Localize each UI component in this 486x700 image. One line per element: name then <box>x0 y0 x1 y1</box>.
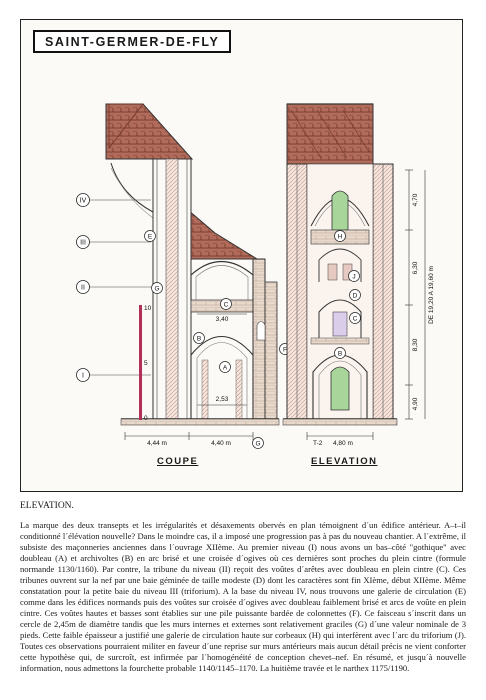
letter-marker: C <box>223 301 229 309</box>
letter-marker: H <box>337 233 343 241</box>
height-label: 6,30 <box>412 261 419 275</box>
coupe-section <box>77 104 291 449</box>
base-prefix: T-2 <box>313 440 323 447</box>
level-marker: II <box>81 284 85 292</box>
letter-marker: J <box>352 273 356 281</box>
dimension-label: 2,53 <box>215 396 229 403</box>
letter-marker: A <box>222 364 228 372</box>
level-marker: I <box>82 372 84 380</box>
height-label: 4,90 <box>412 397 419 411</box>
height-label: 4,70 <box>412 193 419 207</box>
plate-title: SAINT-GERMER-DE-FLY <box>33 30 231 53</box>
level-marker: III <box>80 239 86 247</box>
dimension-label: 4,44 m <box>147 440 167 447</box>
scale-label: 10 <box>144 305 152 312</box>
description-text <box>20 501 466 674</box>
section-heading: ELEVATION. <box>20 501 74 511</box>
letter-marker: E <box>147 233 153 241</box>
letter-marker: G <box>255 440 261 448</box>
dimension-label: 3,40 <box>215 316 229 323</box>
scale-bar <box>139 305 142 420</box>
letter-marker: C <box>352 315 358 323</box>
drawing-plate <box>20 19 463 492</box>
dimension-label: 4,40 m <box>211 440 231 447</box>
dimension-label: 4,80 m <box>333 440 353 447</box>
scale-label: 0 <box>144 415 148 422</box>
letter-marker: G <box>154 285 160 293</box>
body-paragraph: La marque des deux transepts et les irrégularités et désaxements obervés en plan témoignent d´un édifice antérieur. A–t–il conditionné l´élévation nouvelle? Dans le moindre cas, il a imposé une progression pas à pas du nouveau chantier. A l´extrême, il subsiste des maçonneries anciennes dans l´ouvrage XIIème. Au premier niveau (I) nous avons un bas–côté "gothique" avec doubleau (A) et archivoltes (B) en arc brisé et une croisée d´ogives où ces dernières sont proches du plein cintre (formule normande 1130/1160). Par contre, la tribune du niveau (II) reçoit des voûtes d´arêtes avec doubleau en plein cintre (C). Ces tribunes ouvrent sur la nef par une baie géminée de taille modeste (D) dont les caractères sont fin XIème, début XIIème. Même constatation pour la petite baie du niveau III (triforium). A la base du niveau IV, nous trouvons une galerie de circulation (E) comme dans les édifices normands puis des voûtes sur croisée d´ogives avec doubleau faiblement brisé et arcs de voûte en plein cintre. Ces voûtes hautes et basses sont établies sur une pile puissante bardée de colonnettes (F). Ce faisceau s´inscrit dans un cercle de 2,45m de diamètre tandis que les murs internes et externes sont relativement graciles (G) d´une valeur nominale de 3 pieds. Cette faible épaisseur a justifié une galerie de circulation haute sur corbeaux (H) qui interfèrent avec l´arc du triforium (J). Toutes ces observations pourraient militer en faveur d´une reprise sur murs antérieurs mais aucun détail précis ne vient conforter cette hypothèse qui, de surcroît, est infirmée par l´homogénéité de conception chevet–nef. En résumé, et jusqu´à nouvelle information, nous admettons la fourchette probable 1140/1145–1170. La huitième travée et le narthex 1175/1190. <box>20 520 466 673</box>
letter-marker: B <box>196 335 202 343</box>
elevation-view <box>283 104 435 447</box>
architectural-drawing <box>21 20 464 493</box>
scale-label: 5 <box>144 360 148 367</box>
level-marker: IV <box>79 197 87 205</box>
height-label: 8,30 <box>412 338 419 352</box>
letter-marker: D <box>352 292 358 300</box>
coupe-caption: COUPE <box>157 456 199 467</box>
elevation-caption: ELEVATION <box>311 456 378 467</box>
letter-marker: F <box>283 346 287 354</box>
letter-marker: B <box>337 350 343 358</box>
total-height-label: DE 19,20 A 19,60 m <box>428 266 435 324</box>
